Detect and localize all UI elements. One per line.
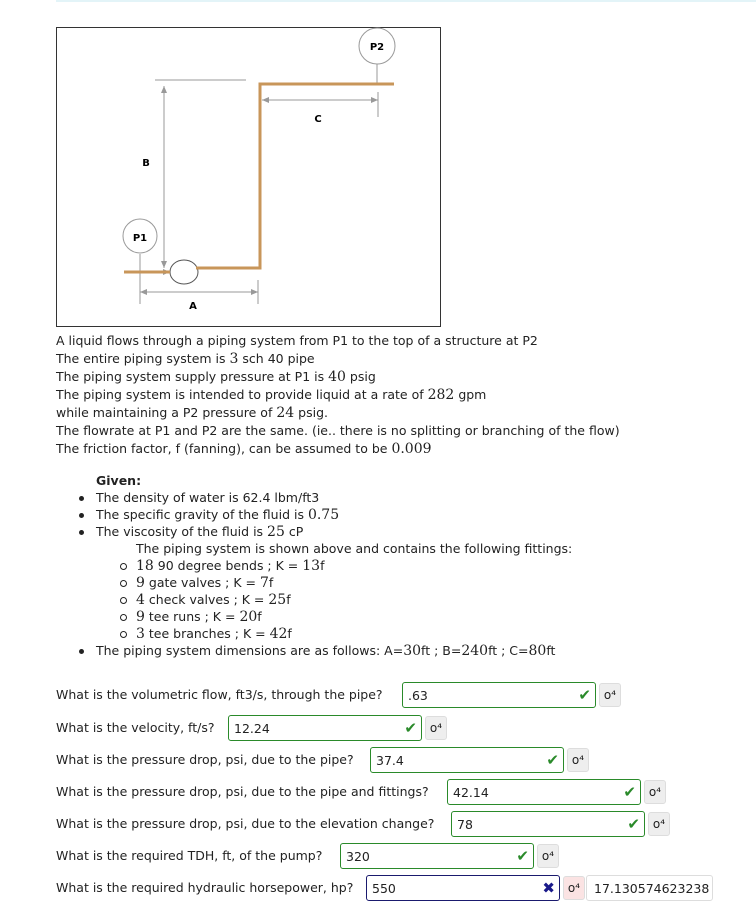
label-b: B bbox=[142, 158, 150, 169]
fitting-item: 3 tee branches ; K = 42f bbox=[136, 626, 292, 642]
label-p2: P2 bbox=[369, 42, 385, 53]
valve-icon bbox=[170, 260, 198, 284]
statement-line: while maintaining a P2 pressure of 24 psig. bbox=[56, 405, 328, 421]
label-p1: P1 bbox=[132, 233, 148, 244]
answer-input[interactable]: 320 ✔ bbox=[340, 843, 534, 869]
fitting-item: 9 tee runs ; K = 20f bbox=[136, 609, 262, 625]
show-answer-key-icon[interactable]: o⁴ bbox=[599, 683, 621, 707]
correct-icon: ✔ bbox=[623, 783, 636, 801]
show-answer-key-icon[interactable]: o⁴ bbox=[644, 780, 666, 804]
fitting-item: 18 90 degree bends ; K = 13f bbox=[136, 558, 324, 574]
correct-icon: ✔ bbox=[627, 815, 640, 833]
statement-line: The entire piping system is 3 sch 40 pipe bbox=[56, 351, 315, 367]
show-answer-key-icon[interactable]: o⁴ bbox=[648, 812, 670, 836]
answer-input[interactable]: 12.24 ✔ bbox=[228, 715, 422, 741]
label-c: C bbox=[314, 114, 322, 125]
answer-input[interactable]: 550 ✖ bbox=[366, 875, 560, 901]
answer-input[interactable]: 78 ✔ bbox=[451, 811, 645, 837]
question-label: What is the pressure drop, psi, due to the pipe and fittings? bbox=[56, 784, 429, 799]
question-label: What is the pressure drop, psi, due to the elevation change? bbox=[56, 816, 435, 831]
piping-diagram bbox=[56, 27, 441, 327]
show-answer-key-icon[interactable]: o⁴ bbox=[537, 844, 559, 868]
correct-icon: ✔ bbox=[404, 719, 417, 737]
fittings-intro: The piping system is shown above and contains the following fittings: bbox=[136, 541, 573, 556]
correct-icon: ✔ bbox=[546, 751, 559, 769]
show-answer-key-icon[interactable]: o⁴ bbox=[425, 716, 447, 740]
statement-line: The piping system is intended to provide liquid at a rate of 282 gpm bbox=[56, 387, 487, 403]
answer-input[interactable]: 42.14 ✔ bbox=[447, 779, 641, 805]
question-label: What is the velocity, ft/s? bbox=[56, 720, 215, 735]
answer-input[interactable]: .63 ✔ bbox=[402, 682, 596, 708]
answer-input[interactable]: 37.4 ✔ bbox=[370, 747, 564, 773]
problem-statement bbox=[56, 332, 620, 458]
show-answer-key-icon[interactable]: o⁴ bbox=[567, 748, 589, 772]
question-label: What is the pressure drop, psi, due to the pipe? bbox=[56, 752, 354, 767]
incorrect-icon: ✖ bbox=[542, 879, 555, 897]
given-dimensions: The piping system dimensions are as follows: A=30ft ; B=240ft ; C=80ft bbox=[96, 643, 555, 659]
given-sg: The specific gravity of the fluid is 0.75 bbox=[96, 507, 339, 523]
correct-icon: ✔ bbox=[578, 686, 591, 704]
given-heading: Given: bbox=[96, 473, 142, 488]
question-label: What is the volumetric flow, ft3/s, through the pipe? bbox=[56, 687, 383, 702]
statement-line: The piping system supply pressure at P1 is 40 psig bbox=[56, 369, 376, 385]
show-answer-key-icon[interactable]: o⁴ bbox=[563, 876, 585, 900]
statement-line: The friction factor, f (fanning), can be assumed to be 0.009 bbox=[56, 441, 432, 457]
label-a: A bbox=[189, 301, 197, 312]
statement-line: A liquid flows through a piping system from P1 to the top of a structure at P2 bbox=[56, 333, 538, 348]
question-label: What is the required TDH, ft, of the pump? bbox=[56, 848, 323, 863]
correct-icon: ✔ bbox=[516, 847, 529, 865]
fitting-item: 4 check valves ; K = 25f bbox=[136, 592, 291, 608]
top-divider bbox=[56, 0, 756, 2]
statement-line: The flowrate at P1 and P2 are the same. (ie.. there is no splitting or branching of the flow) bbox=[56, 423, 620, 438]
given-density: The density of water is 62.4 lbm/ft3 bbox=[96, 490, 319, 505]
correct-answer-display: 17.130574623238 bbox=[586, 875, 713, 901]
given-viscosity: The viscosity of the fluid is 25 cP bbox=[96, 524, 303, 540]
fitting-item: 9 gate valves ; K = 7f bbox=[136, 575, 273, 591]
question-label: What is the required hydraulic horsepower, hp? bbox=[56, 880, 354, 895]
